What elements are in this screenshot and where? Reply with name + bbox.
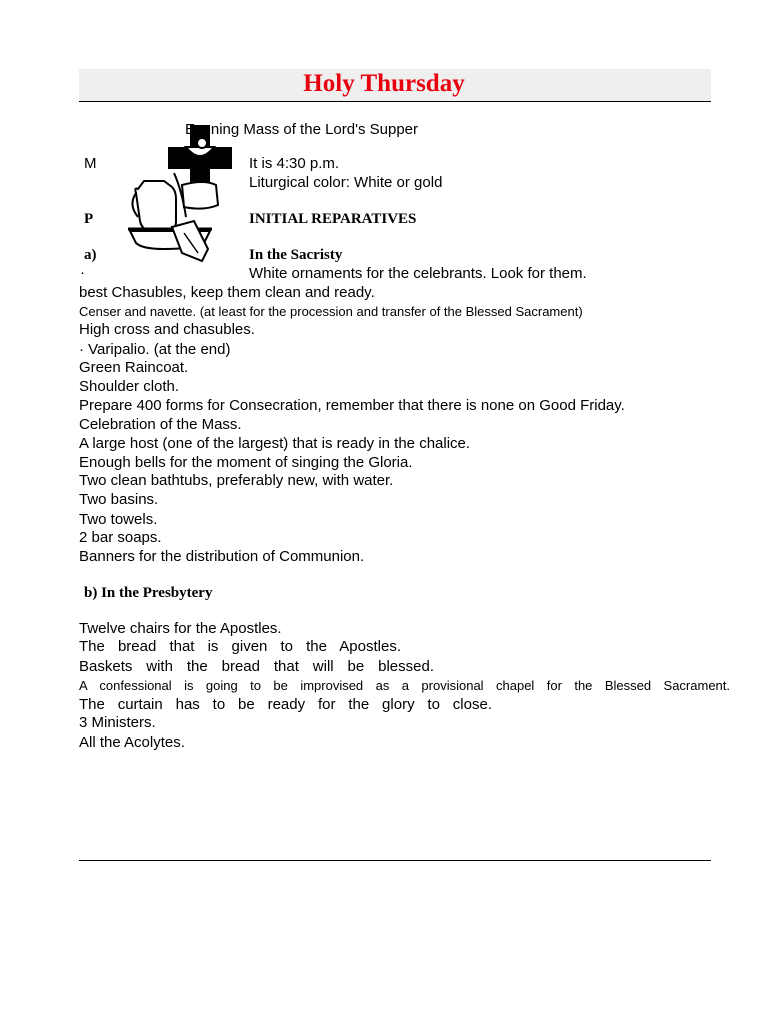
- bullet-dot: ·: [80, 264, 85, 281]
- list-item: The bread that is given to the Apostles.: [79, 638, 401, 655]
- list-item: Shoulder cloth.: [79, 378, 180, 395]
- sacristy-heading: In the Sacristy: [249, 247, 343, 263]
- list-item: All the Acolytes.: [79, 734, 185, 751]
- page-title: Holy Thursday: [303, 70, 465, 97]
- list-item: White ornaments for the celebrants. Look for them.: [249, 265, 587, 282]
- list-item: Two towels.: [79, 511, 158, 528]
- list-item: Prepare 400 forms for Consecration, remember that there is none on Good Friday.: [79, 397, 625, 414]
- list-item: Celebration of the Mass.: [79, 416, 242, 433]
- list-item: High cross and chasubles.: [79, 321, 255, 338]
- liturgical-color-line: Liturgical color: White or gold: [249, 174, 443, 191]
- list-item: Two basins.: [79, 491, 159, 508]
- list-item: A confessional is going to be improvised as a provisional chapel for the Blessed Sacrament.: [79, 678, 730, 693]
- margin-letter-p: P: [84, 211, 94, 227]
- list-item: Enough bells for the moment of singing the Gloria.: [79, 454, 413, 471]
- section-heading: INITIAL REPARATIVES: [249, 211, 417, 227]
- list-item: · Varipalio. (at the end): [79, 341, 231, 358]
- list-item: Green Raincoat.: [79, 359, 189, 376]
- presbytery-heading: b) In the Presbytery: [84, 585, 213, 601]
- list-item: The curtain has to be ready for the glory to close.: [79, 696, 492, 713]
- list-item: Censer and navette. (at least for the procession and transfer of the Blessed Sacrament): [79, 304, 583, 319]
- list-item: Twelve chairs for the Apostles.: [79, 620, 282, 637]
- list-item: 2 bar soaps.: [79, 529, 162, 546]
- list-item: A large host (one of the largest) that is ready in the chalice.: [79, 435, 471, 452]
- time-line: It is 4:30 p.m.: [249, 155, 340, 172]
- margin-letter-m: M: [84, 155, 97, 172]
- bottom-divider: [79, 860, 711, 861]
- mass-subtitle: Evening Mass of the Lord's Supper: [185, 121, 418, 138]
- cross-chalice-clipart-icon: [124, 121, 234, 266]
- list-item: best Chasubles, keep them clean and ready.: [79, 284, 375, 301]
- list-item: Banners for the distribution of Communion.: [79, 548, 365, 565]
- list-item: 3 Ministers.: [79, 714, 156, 731]
- list-item: Two clean bathtubs, preferably new, with water.: [79, 472, 394, 489]
- list-item: Baskets with the bread that will be blessed.: [79, 658, 434, 675]
- margin-letter-a: a): [84, 247, 97, 263]
